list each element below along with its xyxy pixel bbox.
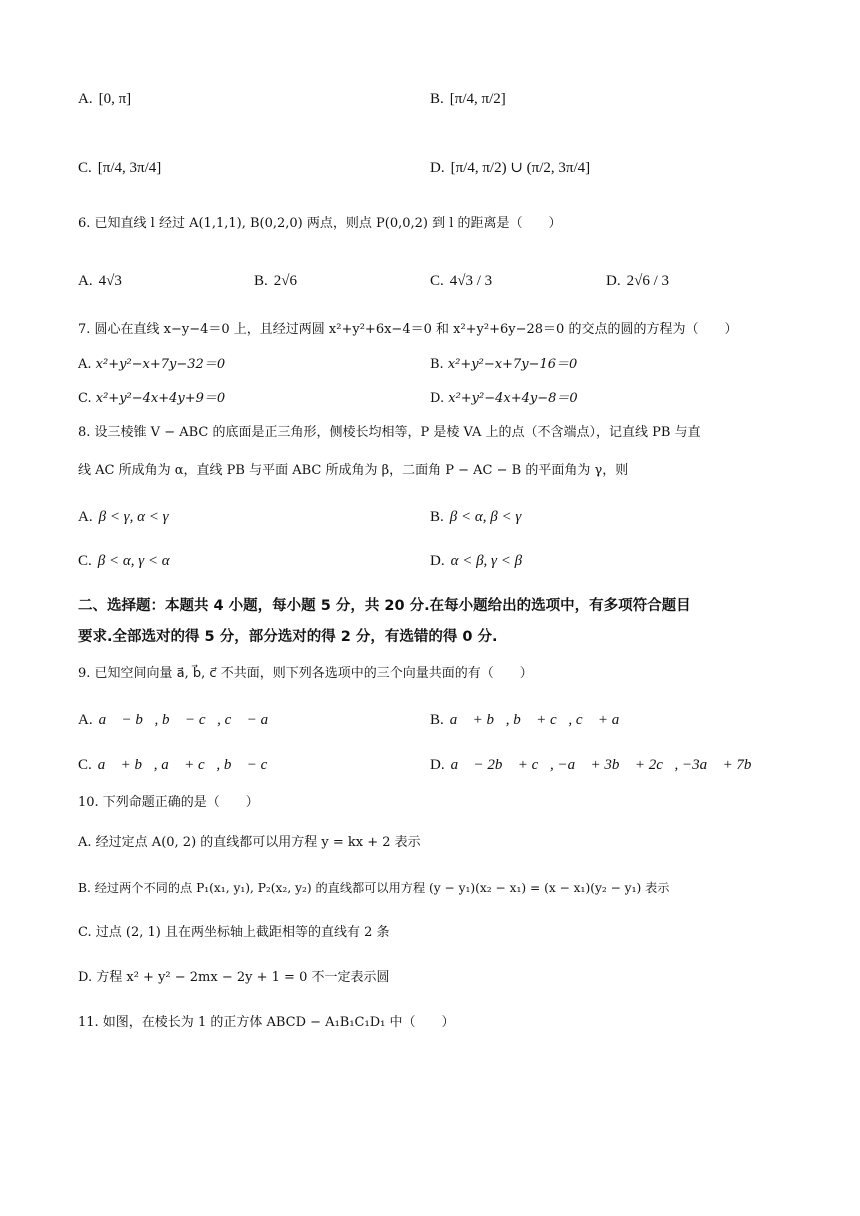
q6-option-a: A. 4√3 [78, 273, 122, 289]
q11-stem: 11. 如图，在棱长为 1 的正方体 ABCD − A₁B₁C₁D₁ 中（ ） [78, 1015, 455, 1030]
q7-option-c: C. x²+y²−4x+4y+9＝0 [78, 391, 226, 406]
q10-option-b: B. 经过两个不同的点 P₁(x₁, y₁), P₂(x₂, y₂) 的直线都可以用方程 (y − y₁)(x₂ − x₁) = (x − x₁)(y₂ − y₁) 表示 [78, 881, 670, 895]
q8-stem-line2: 线 AC 所成角为 α，直线 PB 与平面 ABC 所成角为 β，二面角 P − AC − B 的平面角为 γ，则 [78, 463, 629, 478]
q7-option-d: D. x²+y²−4x+4y−8＝0 [430, 391, 578, 406]
q6-option-c: C. 4√3 / 3 [430, 273, 493, 289]
q9-stem: 9. 已知空间向量 a⃗, b⃗, c⃗ 不共面，则下列各选项中的三个向量共面的有（ ） [78, 666, 533, 681]
q5-option-c: C. [π/4, 3π/4] [78, 160, 162, 176]
q10-option-d: D. 方程 x² + y² − 2mx − 2y + 1 = 0 不一定表示圆 [78, 970, 390, 985]
q10-option-c: C. 过点 (2, 1) 且在两坐标轴上截距相等的直线有 2 条 [78, 925, 390, 940]
q9-option-d: D. a⃗ − 2b⃗ + c⃗, −a⃗ + 3b⃗ + 2c⃗, −3a⃗ + 7b⃗ [430, 757, 764, 773]
q9-option-c: C. a⃗ + b⃗, a⃗ + c⃗, b⃗ − c⃗ [78, 757, 279, 773]
q8-option-d: D. α < β, γ < β [430, 553, 523, 569]
q9-option-a: A. a⃗ − b⃗, b⃗ − c⃗, c⃗ − a⃗ [78, 712, 280, 728]
q5-option-b: B. [π/4, π/2] [430, 91, 506, 107]
q6-option-d: D. 2√6 / 3 [606, 273, 669, 289]
q6-option-b: B. 2√6 [254, 273, 297, 289]
q8-option-c: C. β < α, γ < α [78, 553, 170, 569]
q10-stem: 10. 下列命题正确的是（ ） [78, 795, 259, 810]
q7-option-a: A. x²+y²−x+7y−32＝0 [78, 357, 226, 372]
q8-stem-line1: 8. 设三棱锥 V − ABC 的底面是正三角形，侧棱长均相等，P 是棱 VA 上的点（不含端点），记直线 PB 与直 [78, 425, 701, 440]
q7-option-b: B. x²+y²−x+7y−16＝0 [430, 357, 578, 372]
section2-heading-line1: 二、选择题：本题共 4 小题，每小题 5 分，共 20 分.在每小题给出的选项中，有多项符合题目 [78, 598, 691, 614]
q9-option-b: B. a⃗ + b⃗, b⃗ + c⃗, c⃗ + a⃗ [430, 712, 631, 728]
q6-stem: 6. 已知直线 l 经过 A(1,1,1), B(0,2,0) 两点，则点 P(0,0,2) 到 l 的距离是（ ） [78, 216, 562, 231]
q10-option-a: A. 经过定点 A(0, 2) 的直线都可以用方程 y = kx + 2 表示 [78, 835, 421, 850]
section2-heading-line2: 要求.全部选对的得 5 分，部分选对的得 2 分，有选错的得 0 分. [78, 629, 498, 645]
q8-option-a: A. β < γ, α < γ [78, 509, 169, 525]
q5-option-d: D. [π/4, π/2) ∪ (π/2, 3π/4] [430, 160, 591, 176]
q7-stem: 7. 圆心在直线 x−y−4＝0 上，且经过两圆 x²+y²+6x−4＝0 和 x²+y²+6y−28＝0 的交点的圆的方程为（ ） [78, 322, 738, 337]
q8-option-b: B. β < α, β < γ [430, 509, 522, 525]
q5-option-a: A. [0, π] [78, 91, 132, 107]
